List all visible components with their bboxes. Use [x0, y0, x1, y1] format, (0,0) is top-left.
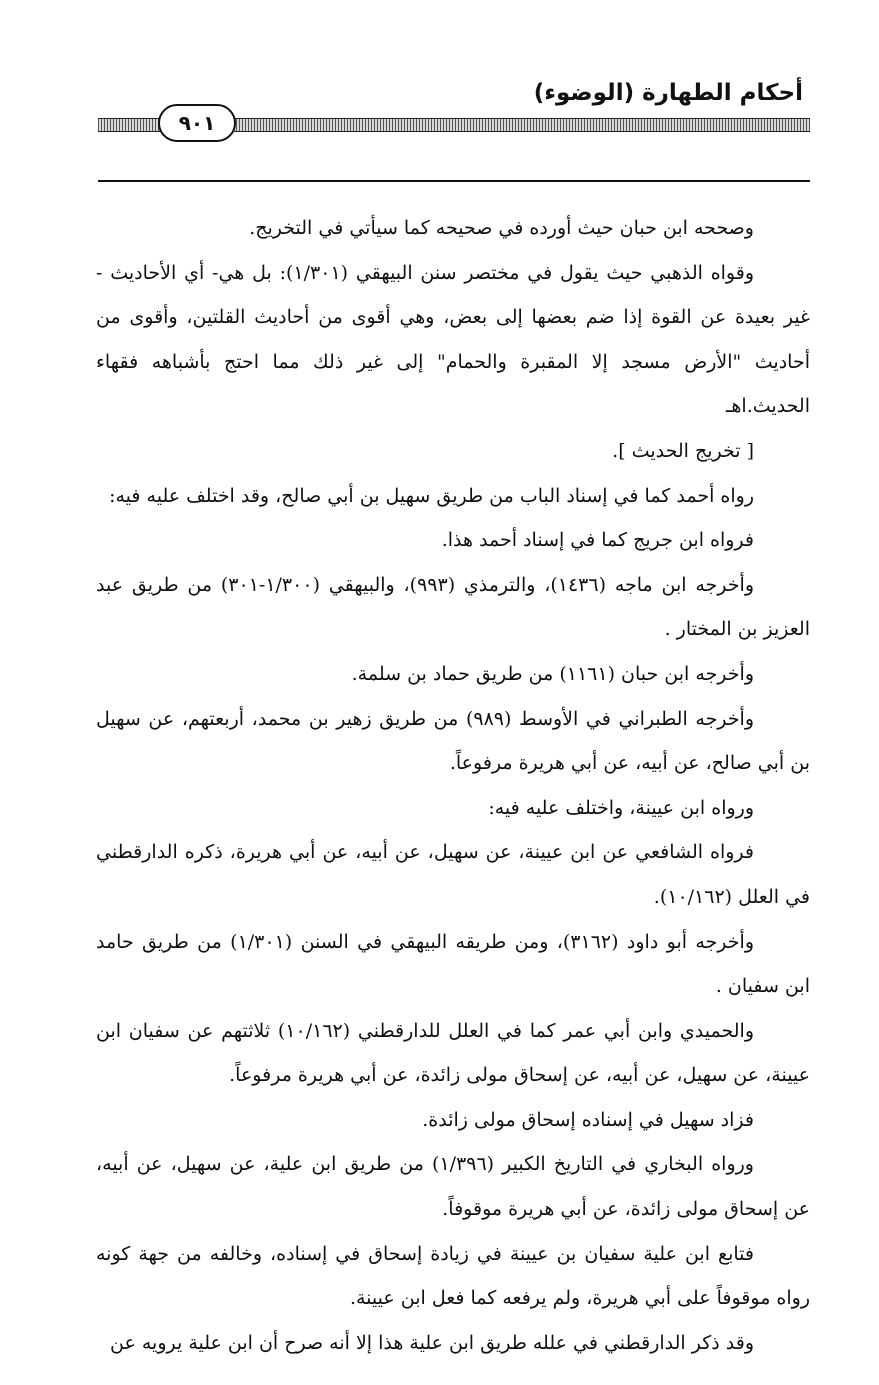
paragraph: ورواه ابن عيينة، واختلف عليه فيه: — [488, 796, 754, 819]
running-title: أحكام الطهارة (الوضوء) — [533, 80, 803, 106]
header-rule — [98, 180, 810, 182]
paragraph: وقواه الذهبي حيث يقول في مختصر سنن البيهقي (١/٣٠١): بل هي- أي الأحاديث - غير بعيدة عن القوة إذا ضم بعضها إلى بعض، وهي أقوى من أحاديث القلتين، وأقوى من أحاديث "الأرض مسجد إلا المقبرة والحمام" إلى غير ذلك مما احتج بأشباهه فقهاء الحديث.اهـ — [96, 261, 810, 418]
paragraph: وأخرجه ابن حبان (١١٦١) من طريق حماد بن سلمة. — [351, 662, 754, 685]
section-heading: [ تخريج الحديث ]. — [612, 439, 754, 462]
paragraph: رواه أحمد كما في إسناد الباب من طريق سهيل بن أبي صالح، وقد اختلف عليه فيه: — [109, 484, 754, 507]
paragraph: ورواه البخاري في التاريخ الكبير (١/٣٩٦) من طريق ابن علية، عن سهيل، عن أبيه، عن إسحاق مولى زائدة، عن أبي هريرة موقوفاً. — [96, 1153, 810, 1221]
paragraph: وأخرجه أبو داود (٣١٦٢)، ومن طريقه البيهقي في السنن (١/٣٠١) من طريق حامد ابن سفيان . — [96, 930, 810, 998]
paragraph: فتابع ابن علية سفيان بن عيينة في زيادة إسحاق في إسناده، وخالفه من جهة كونه رواه موقوفاً على أبي هريرة، ولم يرفعه كما فعل ابن عيينة. — [96, 1242, 810, 1310]
body-text — [96, 206, 810, 1365]
paragraph: فرواه ابن جريج كما في إسناد أحمد هذا. — [441, 529, 754, 552]
paragraph: فزاد سهيل في إسناده إسحاق مولى زائدة. — [422, 1108, 754, 1131]
paragraph: وأخرجه ابن ماجه (١٤٣٦)، والترمذي (٩٩٣)، والبيهقي (١/٣٠٠-٣٠١) من طريق عبد العزيز بن المختار . — [96, 573, 810, 641]
paragraph: وأخرجه الطبراني في الأوسط (٩٨٩) من طريق زهير بن محمد، أربعتهم، عن سهيل بن أبي صالح، عن أبيه، عن أبي هريرة مرفوعاً. — [96, 707, 810, 775]
paragraph: فرواه الشافعي عن ابن عيينة، عن سهيل، عن أبيه، عن أبي هريرة، ذكره الدارقطني في العلل (١٠/١٦٢). — [96, 841, 810, 908]
paragraph: وصححه ابن حبان حيث أورده في صحيحه كما سيأتي في التخريج. — [249, 217, 754, 239]
paragraph: والحميدي وابن أبي عمر كما في العلل للدارقطني (١٠/١٦٢) ثلاثتهم عن سفيان ابن عيينة، عن سهيل، عن أبيه، عن إسحاق مولى زائدة، عن أبي هريرة مرفوعاً. — [96, 1019, 810, 1087]
page-number: ٩٠١ — [158, 104, 236, 142]
paragraph: وقد ذكر الدارقطني في علله طريق ابن علية هذا إلا أنه صرح أن ابن علية يرويه عن — [110, 1331, 754, 1354]
